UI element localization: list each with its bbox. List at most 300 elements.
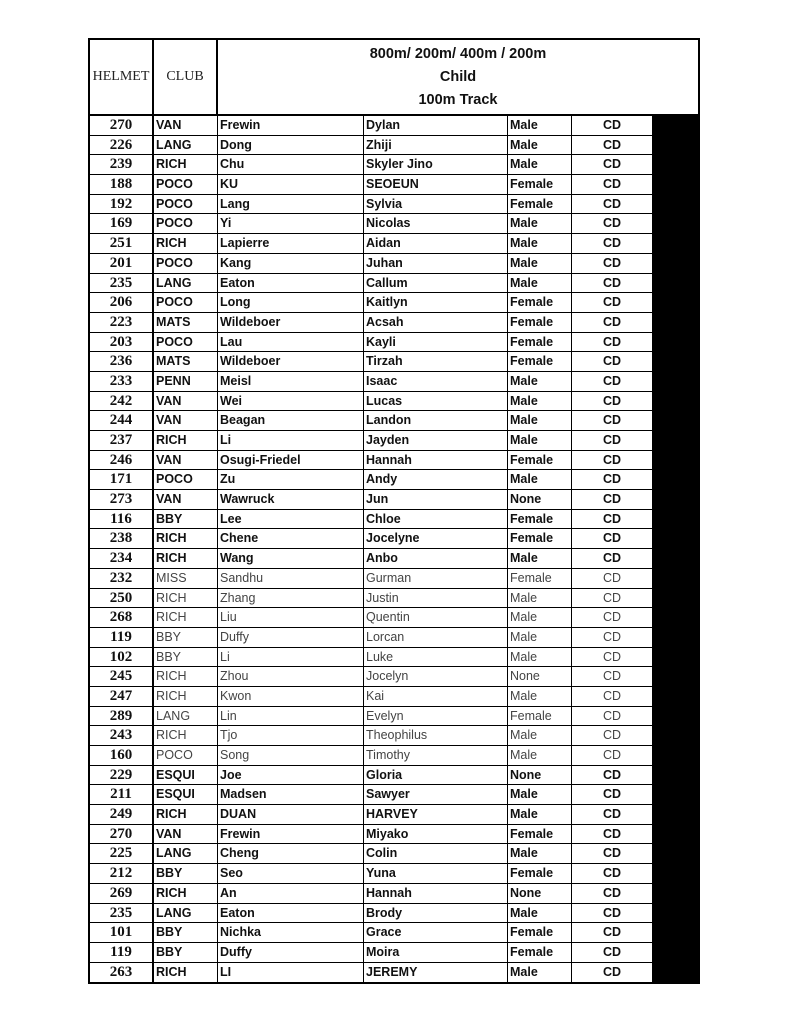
table-row (90, 490, 698, 510)
last-name-cell: Nichka (218, 923, 364, 943)
blacked-out-cell (653, 175, 698, 195)
table-row (90, 785, 698, 805)
table-row (90, 707, 698, 727)
gender-cell: Male (508, 785, 572, 805)
gender-cell: None (508, 766, 572, 786)
helmet-cell: 251 (90, 234, 154, 254)
table-row (90, 293, 698, 313)
table-row (90, 234, 698, 254)
helmet-cell: 119 (90, 628, 154, 648)
helmet-cell: 171 (90, 470, 154, 490)
blacked-out-cell (653, 510, 698, 530)
gender-cell: Male (508, 116, 572, 136)
last-name-cell: Dong (218, 136, 364, 156)
gender-cell: None (508, 490, 572, 510)
category-cell: CD (572, 274, 653, 294)
table-row (90, 352, 698, 372)
first-name-cell: Tirzah (364, 352, 508, 372)
last-name-cell: Duffy (218, 628, 364, 648)
first-name-cell: Hannah (364, 451, 508, 471)
blacked-out-cell (653, 549, 698, 569)
last-name-cell: Lau (218, 333, 364, 353)
last-name-cell: Wang (218, 549, 364, 569)
helmet-cell: 234 (90, 549, 154, 569)
blacked-out-cell (653, 825, 698, 845)
last-name-cell: Frewin (218, 825, 364, 845)
helmet-cell: 119 (90, 943, 154, 963)
gender-cell: Female (508, 923, 572, 943)
gender-cell: Male (508, 136, 572, 156)
last-name-cell: LI (218, 963, 364, 983)
table-header (90, 40, 698, 116)
blacked-out-cell (653, 116, 698, 136)
category-cell: CD (572, 963, 653, 983)
club-cell: LANG (154, 844, 218, 864)
last-name-cell: Wawruck (218, 490, 364, 510)
first-name-cell: Nicolas (364, 214, 508, 234)
last-name-cell: Liu (218, 608, 364, 628)
last-name-cell: Duffy (218, 943, 364, 963)
category-cell: CD (572, 136, 653, 156)
table-row (90, 549, 698, 569)
gender-cell: None (508, 667, 572, 687)
gender-cell: Female (508, 864, 572, 884)
last-name-cell: Sandhu (218, 569, 364, 589)
category-cell: CD (572, 195, 653, 215)
gender-cell: Male (508, 963, 572, 983)
helmet-cell: 203 (90, 333, 154, 353)
table-row (90, 274, 698, 294)
club-cell: POCO (154, 175, 218, 195)
gender-cell: Female (508, 825, 572, 845)
table-row (90, 451, 698, 471)
helmet-cell: 102 (90, 648, 154, 668)
gender-cell: Female (508, 569, 572, 589)
category-cell: CD (572, 549, 653, 569)
blacked-out-cell (653, 884, 698, 904)
first-name-cell: Lucas (364, 392, 508, 412)
gender-cell: None (508, 884, 572, 904)
club-cell: RICH (154, 155, 218, 175)
club-cell: LANG (154, 274, 218, 294)
first-name-cell: Luke (364, 648, 508, 668)
table-row (90, 766, 698, 786)
club-cell: VAN (154, 490, 218, 510)
gender-cell: Female (508, 707, 572, 727)
helmet-cell: 235 (90, 904, 154, 924)
category-cell: CD (572, 431, 653, 451)
table-row (90, 569, 698, 589)
club-cell: BBY (154, 943, 218, 963)
blacked-out-cell (653, 214, 698, 234)
club-cell: VAN (154, 451, 218, 471)
table-row (90, 529, 698, 549)
blacked-out-cell (653, 392, 698, 412)
table-row (90, 470, 698, 490)
gender-cell: Female (508, 943, 572, 963)
last-name-cell: Kang (218, 254, 364, 274)
category-cell: CD (572, 707, 653, 727)
last-name-cell: Lee (218, 510, 364, 530)
blacked-out-cell (653, 963, 698, 983)
category-cell: CD (572, 825, 653, 845)
blacked-out-cell (653, 746, 698, 766)
gender-cell: Male (508, 589, 572, 609)
helmet-cell: 289 (90, 707, 154, 727)
blacked-out-cell (653, 589, 698, 609)
first-name-cell: Dylan (364, 116, 508, 136)
helmet-cell: 269 (90, 884, 154, 904)
event-category: Child (439, 68, 477, 85)
blacked-out-cell (653, 904, 698, 924)
blacked-out-cell (653, 726, 698, 746)
club-cell: BBY (154, 923, 218, 943)
gender-cell: Male (508, 687, 572, 707)
blacked-out-cell (653, 293, 698, 313)
first-name-cell: Hannah (364, 884, 508, 904)
category-cell: CD (572, 451, 653, 471)
club-cell: VAN (154, 825, 218, 845)
blacked-out-cell (653, 923, 698, 943)
first-name-cell: Chloe (364, 510, 508, 530)
club-cell: RICH (154, 884, 218, 904)
gender-cell: Male (508, 844, 572, 864)
category-cell: CD (572, 510, 653, 530)
helmet-cell: 247 (90, 687, 154, 707)
gender-cell: Male (508, 746, 572, 766)
helmet-cell: 243 (90, 726, 154, 746)
category-cell: CD (572, 411, 653, 431)
category-cell: CD (572, 470, 653, 490)
gender-cell: Female (508, 529, 572, 549)
category-cell: CD (572, 628, 653, 648)
helmet-cell: 169 (90, 214, 154, 234)
blacked-out-cell (653, 136, 698, 156)
table-row (90, 746, 698, 766)
category-cell: CD (572, 155, 653, 175)
gender-cell: Male (508, 155, 572, 175)
blacked-out-cell (653, 470, 698, 490)
category-cell: CD (572, 943, 653, 963)
table-row (90, 431, 698, 451)
club-cell: POCO (154, 333, 218, 353)
club-cell: POCO (154, 195, 218, 215)
blacked-out-cell (653, 411, 698, 431)
table-row (90, 923, 698, 943)
category-cell: CD (572, 352, 653, 372)
last-name-cell: DUAN (218, 805, 364, 825)
last-name-cell: An (218, 884, 364, 904)
club-cell: RICH (154, 234, 218, 254)
club-cell: ESQUI (154, 785, 218, 805)
last-name-cell: Wildeboer (218, 352, 364, 372)
helmet-cell: 273 (90, 490, 154, 510)
blacked-out-cell (653, 766, 698, 786)
blacked-out-cell (653, 451, 698, 471)
gender-cell: Male (508, 726, 572, 746)
category-cell: CD (572, 313, 653, 333)
blacked-out-cell (653, 943, 698, 963)
first-name-cell: Grace (364, 923, 508, 943)
gender-cell: Female (508, 333, 572, 353)
category-cell: CD (572, 608, 653, 628)
helmet-cell: 206 (90, 293, 154, 313)
last-name-cell: Yi (218, 214, 364, 234)
first-name-cell: Timothy (364, 746, 508, 766)
table-row (90, 648, 698, 668)
category-cell: CD (572, 589, 653, 609)
helmet-cell: 188 (90, 175, 154, 195)
first-name-cell: Gurman (364, 569, 508, 589)
last-name-cell: Lang (218, 195, 364, 215)
club-cell: LANG (154, 136, 218, 156)
helmet-cell: 160 (90, 746, 154, 766)
gender-cell: Male (508, 470, 572, 490)
helmet-cell: 250 (90, 589, 154, 609)
table-row (90, 392, 698, 412)
last-name-cell: Lapierre (218, 234, 364, 254)
gender-cell: Male (508, 372, 572, 392)
table-row (90, 411, 698, 431)
table-row (90, 844, 698, 864)
club-cell: RICH (154, 667, 218, 687)
first-name-cell: Jocelyne (364, 529, 508, 549)
blacked-out-cell (653, 529, 698, 549)
club-cell: ESQUI (154, 766, 218, 786)
gender-cell: Male (508, 648, 572, 668)
last-name-cell: Joe (218, 766, 364, 786)
event-title (218, 40, 698, 114)
club-column-header: CLUB (154, 40, 218, 114)
table-row (90, 333, 698, 353)
first-name-cell: Colin (364, 844, 508, 864)
last-name-cell: Li (218, 431, 364, 451)
category-cell: CD (572, 923, 653, 943)
blacked-out-cell (653, 707, 698, 727)
club-cell: PENN (154, 372, 218, 392)
first-name-cell: Brody (364, 904, 508, 924)
last-name-cell: Long (218, 293, 364, 313)
first-name-cell: Gloria (364, 766, 508, 786)
club-cell: POCO (154, 214, 218, 234)
gender-cell: Male (508, 628, 572, 648)
last-name-cell: Song (218, 746, 364, 766)
first-name-cell: Juhan (364, 254, 508, 274)
table-row (90, 589, 698, 609)
helmet-cell: 233 (90, 372, 154, 392)
category-cell: CD (572, 214, 653, 234)
gender-cell: Male (508, 254, 572, 274)
blacked-out-cell (653, 785, 698, 805)
helmet-cell: 270 (90, 825, 154, 845)
helmet-cell: 212 (90, 864, 154, 884)
first-name-cell: Evelyn (364, 707, 508, 727)
club-cell: RICH (154, 726, 218, 746)
blacked-out-cell (653, 667, 698, 687)
helmet-cell: 268 (90, 608, 154, 628)
first-name-cell: Anbo (364, 549, 508, 569)
last-name-cell: Wildeboer (218, 313, 364, 333)
first-name-cell: Zhiji (364, 136, 508, 156)
last-name-cell: Cheng (218, 844, 364, 864)
first-name-cell: Isaac (364, 372, 508, 392)
first-name-cell: JEREMY (364, 963, 508, 983)
helmet-cell: 263 (90, 963, 154, 983)
helmet-cell: 229 (90, 766, 154, 786)
blacked-out-cell (653, 628, 698, 648)
category-cell: CD (572, 746, 653, 766)
first-name-cell: Jun (364, 490, 508, 510)
category-cell: CD (572, 175, 653, 195)
table-row (90, 884, 698, 904)
club-cell: POCO (154, 254, 218, 274)
table-body (90, 116, 698, 982)
gender-cell: Male (508, 392, 572, 412)
table-row (90, 155, 698, 175)
first-name-cell: HARVEY (364, 805, 508, 825)
table-row (90, 864, 698, 884)
club-cell: LANG (154, 904, 218, 924)
table-row (90, 116, 698, 136)
helmet-cell: 226 (90, 136, 154, 156)
gender-cell: Female (508, 175, 572, 195)
category-cell: CD (572, 904, 653, 924)
helmet-cell: 192 (90, 195, 154, 215)
blacked-out-cell (653, 333, 698, 353)
gender-cell: Male (508, 431, 572, 451)
club-cell: POCO (154, 746, 218, 766)
category-cell: CD (572, 844, 653, 864)
category-cell: CD (572, 648, 653, 668)
club-cell: RICH (154, 529, 218, 549)
first-name-cell: Callum (364, 274, 508, 294)
club-cell: POCO (154, 470, 218, 490)
first-name-cell: Sylvia (364, 195, 508, 215)
blacked-out-cell (653, 274, 698, 294)
club-cell: RICH (154, 549, 218, 569)
gender-cell: Male (508, 805, 572, 825)
club-cell: VAN (154, 411, 218, 431)
first-name-cell: Skyler Jino (364, 155, 508, 175)
category-cell: CD (572, 884, 653, 904)
blacked-out-cell (653, 313, 698, 333)
category-cell: CD (572, 372, 653, 392)
club-cell: RICH (154, 963, 218, 983)
club-cell: RICH (154, 805, 218, 825)
event-distances: 800m/ 200m/ 400m / 200m (369, 45, 547, 62)
gender-cell: Female (508, 313, 572, 333)
blacked-out-cell (653, 648, 698, 668)
gender-cell: Male (508, 274, 572, 294)
club-cell: MATS (154, 352, 218, 372)
table-row (90, 195, 698, 215)
first-name-cell: Jocelyn (364, 667, 508, 687)
last-name-cell: Zhou (218, 667, 364, 687)
helmet-cell: 244 (90, 411, 154, 431)
helmet-cell: 101 (90, 923, 154, 943)
first-name-cell: Miyako (364, 825, 508, 845)
first-name-cell: Aidan (364, 234, 508, 254)
last-name-cell: Frewin (218, 116, 364, 136)
table-row (90, 904, 698, 924)
gender-cell: Female (508, 293, 572, 313)
helmet-cell: 223 (90, 313, 154, 333)
last-name-cell: Chene (218, 529, 364, 549)
blacked-out-cell (653, 490, 698, 510)
table-row (90, 313, 698, 333)
helmet-cell: 245 (90, 667, 154, 687)
helmet-cell: 211 (90, 785, 154, 805)
table-row (90, 214, 698, 234)
club-cell: RICH (154, 589, 218, 609)
club-cell: VAN (154, 116, 218, 136)
first-name-cell: Justin (364, 589, 508, 609)
club-cell: RICH (154, 687, 218, 707)
first-name-cell: Jayden (364, 431, 508, 451)
last-name-cell: Eaton (218, 904, 364, 924)
table-row (90, 628, 698, 648)
blacked-out-cell (653, 155, 698, 175)
helmet-cell: 270 (90, 116, 154, 136)
last-name-cell: Lin (218, 707, 364, 727)
table-row (90, 726, 698, 746)
first-name-cell: Quentin (364, 608, 508, 628)
gender-cell: Female (508, 195, 572, 215)
table-row (90, 687, 698, 707)
helmet-cell: 249 (90, 805, 154, 825)
category-cell: CD (572, 785, 653, 805)
helmet-cell: 232 (90, 569, 154, 589)
helmet-cell: 116 (90, 510, 154, 530)
gender-cell: Male (508, 549, 572, 569)
table-row (90, 943, 698, 963)
first-name-cell: Kai (364, 687, 508, 707)
first-name-cell: Lorcan (364, 628, 508, 648)
gender-cell: Male (508, 904, 572, 924)
gender-cell: Female (508, 510, 572, 530)
club-cell: VAN (154, 392, 218, 412)
club-cell: MISS (154, 569, 218, 589)
club-cell: MATS (154, 313, 218, 333)
last-name-cell: Seo (218, 864, 364, 884)
last-name-cell: Kwon (218, 687, 364, 707)
category-cell: CD (572, 234, 653, 254)
last-name-cell: Eaton (218, 274, 364, 294)
category-cell: CD (572, 687, 653, 707)
last-name-cell: Osugi-Friedel (218, 451, 364, 471)
category-cell: CD (572, 529, 653, 549)
blacked-out-cell (653, 254, 698, 274)
club-cell: RICH (154, 608, 218, 628)
last-name-cell: Zhang (218, 589, 364, 609)
club-cell: RICH (154, 431, 218, 451)
gender-cell: Female (508, 352, 572, 372)
category-cell: CD (572, 864, 653, 884)
club-cell: BBY (154, 510, 218, 530)
category-cell: CD (572, 333, 653, 353)
last-name-cell: KU (218, 175, 364, 195)
blacked-out-cell (653, 195, 698, 215)
category-cell: CD (572, 667, 653, 687)
blacked-out-cell (653, 372, 698, 392)
last-name-cell: Beagan (218, 411, 364, 431)
table-row (90, 667, 698, 687)
blacked-out-cell (653, 569, 698, 589)
blacked-out-cell (653, 352, 698, 372)
first-name-cell: Kayli (364, 333, 508, 353)
blacked-out-cell (653, 608, 698, 628)
table-row (90, 510, 698, 530)
